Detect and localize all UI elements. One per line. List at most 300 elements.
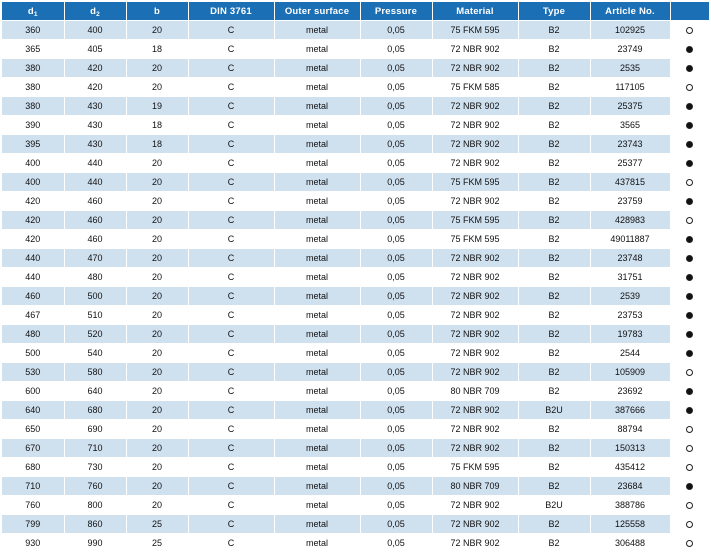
table-row[interactable] <box>2 477 709 496</box>
availability-indicator <box>670 344 709 363</box>
cell-material: 72 NBR 902 <box>432 344 518 363</box>
cell-d1: 440 <box>2 268 64 287</box>
availability-indicator <box>670 268 709 287</box>
cell-article: 437815 <box>590 173 670 192</box>
cell-type: B2 <box>518 116 590 135</box>
cell-type: B2 <box>518 173 590 192</box>
cell-d2: 710 <box>64 439 126 458</box>
cell-pressure: 0,05 <box>360 40 432 59</box>
cell-material: 72 NBR 902 <box>432 59 518 78</box>
header-row <box>2 2 709 21</box>
cell-type: B2 <box>518 268 590 287</box>
cell-din: C <box>188 534 274 553</box>
cell-outer: metal <box>274 477 360 496</box>
cell-article: 435412 <box>590 458 670 477</box>
cell-pressure: 0,05 <box>360 154 432 173</box>
availability-indicator <box>670 21 709 40</box>
cell-material: 75 FKM 595 <box>432 230 518 249</box>
cell-b: 20 <box>126 78 188 97</box>
cell-type: B2 <box>518 78 590 97</box>
cell-din: C <box>188 268 274 287</box>
cell-d2: 420 <box>64 59 126 78</box>
cell-article: 306488 <box>590 534 670 553</box>
filled-circle-icon <box>686 407 693 414</box>
cell-type: B2 <box>518 534 590 553</box>
hollow-circle-icon <box>686 540 693 547</box>
table-row[interactable] <box>2 135 709 154</box>
availability-indicator <box>670 382 709 401</box>
cell-article: 428983 <box>590 211 670 230</box>
cell-d1: 930 <box>2 534 64 553</box>
table-row[interactable] <box>2 401 709 420</box>
cell-d1: 710 <box>2 477 64 496</box>
availability-indicator <box>670 40 709 59</box>
cell-din: C <box>188 59 274 78</box>
table-row[interactable] <box>2 21 709 40</box>
hollow-circle-icon <box>686 445 693 452</box>
cell-d2: 460 <box>64 230 126 249</box>
cell-din: C <box>188 382 274 401</box>
cell-type: B2 <box>518 211 590 230</box>
cell-outer: metal <box>274 496 360 515</box>
cell-pressure: 0,05 <box>360 97 432 116</box>
cell-article: 117105 <box>590 78 670 97</box>
cell-material: 80 NBR 709 <box>432 477 518 496</box>
cell-din: C <box>188 439 274 458</box>
cell-din: C <box>188 173 274 192</box>
cell-b: 20 <box>126 230 188 249</box>
cell-d2: 405 <box>64 40 126 59</box>
column-header-din[interactable]: DIN 3761 <box>188 2 274 21</box>
cell-b: 20 <box>126 496 188 515</box>
filled-circle-icon <box>686 331 693 338</box>
table-row[interactable] <box>2 192 709 211</box>
cell-material: 72 NBR 902 <box>432 363 518 382</box>
availability-indicator <box>670 325 709 344</box>
cell-pressure: 0,05 <box>360 382 432 401</box>
availability-indicator <box>670 363 709 382</box>
cell-pressure: 0,05 <box>360 420 432 439</box>
cell-material: 72 NBR 902 <box>432 287 518 306</box>
hollow-circle-icon <box>686 464 693 471</box>
cell-material: 72 NBR 902 <box>432 420 518 439</box>
cell-pressure: 0,05 <box>360 230 432 249</box>
table-row[interactable] <box>2 230 709 249</box>
table-row[interactable] <box>2 40 709 59</box>
column-header-availability[interactable] <box>670 2 709 21</box>
table-row[interactable] <box>2 211 709 230</box>
table-row[interactable] <box>2 458 709 477</box>
cell-pressure: 0,05 <box>360 515 432 534</box>
cell-article: 387666 <box>590 401 670 420</box>
hollow-circle-icon <box>686 502 693 509</box>
cell-pressure: 0,05 <box>360 325 432 344</box>
cell-outer: metal <box>274 268 360 287</box>
table-row[interactable] <box>2 363 709 382</box>
cell-din: C <box>188 135 274 154</box>
cell-b: 20 <box>126 21 188 40</box>
cell-d2: 400 <box>64 21 126 40</box>
cell-outer: metal <box>274 382 360 401</box>
cell-type: B2 <box>518 420 590 439</box>
cell-article: 23759 <box>590 192 670 211</box>
filled-circle-icon <box>686 46 693 53</box>
availability-indicator <box>670 420 709 439</box>
table-row[interactable] <box>2 344 709 363</box>
availability-indicator <box>670 287 709 306</box>
cell-d1: 400 <box>2 154 64 173</box>
cell-d1: 640 <box>2 401 64 420</box>
table-row[interactable] <box>2 325 709 344</box>
availability-indicator <box>670 477 709 496</box>
cell-b: 18 <box>126 40 188 59</box>
cell-material: 75 FKM 595 <box>432 21 518 40</box>
cell-outer: metal <box>274 534 360 553</box>
table-row[interactable] <box>2 116 709 135</box>
cell-material: 72 NBR 902 <box>432 40 518 59</box>
cell-din: C <box>188 230 274 249</box>
hollow-circle-icon <box>686 369 693 376</box>
cell-d2: 440 <box>64 154 126 173</box>
cell-d1: 380 <box>2 59 64 78</box>
column-header-outer[interactable]: Outer surface <box>274 2 360 21</box>
filled-circle-icon <box>686 350 693 357</box>
cell-din: C <box>188 40 274 59</box>
availability-indicator <box>670 249 709 268</box>
cell-article: 2535 <box>590 59 670 78</box>
cell-material: 72 NBR 902 <box>432 116 518 135</box>
cell-pressure: 0,05 <box>360 287 432 306</box>
cell-din: C <box>188 78 274 97</box>
hollow-circle-icon <box>686 217 693 224</box>
column-header-type[interactable]: Type <box>518 2 590 21</box>
availability-indicator <box>670 230 709 249</box>
cell-pressure: 0,05 <box>360 477 432 496</box>
cell-d2: 420 <box>64 78 126 97</box>
cell-article: 19783 <box>590 325 670 344</box>
cell-outer: metal <box>274 458 360 477</box>
table-row[interactable] <box>2 496 709 515</box>
availability-indicator <box>670 135 709 154</box>
filled-circle-icon <box>686 388 693 395</box>
cell-type: B2 <box>518 363 590 382</box>
filled-circle-icon <box>686 255 693 262</box>
cell-pressure: 0,05 <box>360 116 432 135</box>
cell-d2: 990 <box>64 534 126 553</box>
cell-d1: 799 <box>2 515 64 534</box>
cell-outer: metal <box>274 287 360 306</box>
column-header-b[interactable]: b <box>126 2 188 21</box>
cell-type: B2 <box>518 21 590 40</box>
cell-din: C <box>188 496 274 515</box>
cell-b: 18 <box>126 135 188 154</box>
column-header-d1[interactable]: $d_1$ <box>2 2 64 21</box>
cell-article: 150313 <box>590 439 670 458</box>
availability-indicator <box>670 116 709 135</box>
availability-indicator <box>670 211 709 230</box>
cell-pressure: 0,05 <box>360 439 432 458</box>
cell-d1: 395 <box>2 135 64 154</box>
column-header-material[interactable]: Material <box>432 2 518 21</box>
filled-circle-icon <box>686 293 693 300</box>
cell-pressure: 0,05 <box>360 173 432 192</box>
table-row[interactable] <box>2 382 709 401</box>
cell-outer: metal <box>274 78 360 97</box>
cell-d1: 380 <box>2 78 64 97</box>
cell-article: 102925 <box>590 21 670 40</box>
cell-d2: 430 <box>64 97 126 116</box>
cell-d1: 365 <box>2 40 64 59</box>
cell-type: B2 <box>518 458 590 477</box>
hollow-circle-icon <box>686 27 693 34</box>
table-row[interactable] <box>2 268 709 287</box>
cell-pressure: 0,05 <box>360 496 432 515</box>
cell-d2: 540 <box>64 344 126 363</box>
cell-outer: metal <box>274 230 360 249</box>
cell-d1: 440 <box>2 249 64 268</box>
cell-type: B2 <box>518 477 590 496</box>
column-header-pressure[interactable]: Pressure <box>360 2 432 21</box>
table-header <box>2 2 709 21</box>
availability-indicator <box>670 192 709 211</box>
cell-d2: 430 <box>64 116 126 135</box>
cell-pressure: 0,05 <box>360 59 432 78</box>
table-row[interactable] <box>2 78 709 97</box>
cell-type: B2 <box>518 59 590 78</box>
availability-indicator <box>670 306 709 325</box>
cell-outer: metal <box>274 249 360 268</box>
cell-type: B2 <box>518 135 590 154</box>
cell-din: C <box>188 249 274 268</box>
cell-outer: metal <box>274 173 360 192</box>
cell-b: 20 <box>126 287 188 306</box>
filled-circle-icon <box>686 103 693 110</box>
cell-material: 72 NBR 902 <box>432 154 518 173</box>
cell-d1: 650 <box>2 420 64 439</box>
cell-article: 31751 <box>590 268 670 287</box>
availability-indicator <box>670 534 709 553</box>
cell-type: B2 <box>518 439 590 458</box>
cell-type: B2 <box>518 306 590 325</box>
filled-circle-icon <box>686 274 693 281</box>
table-row[interactable] <box>2 534 709 553</box>
table-row[interactable] <box>2 420 709 439</box>
cell-material: 72 NBR 902 <box>432 534 518 553</box>
filled-circle-icon <box>686 236 693 243</box>
cell-d1: 390 <box>2 116 64 135</box>
filled-circle-icon <box>686 198 693 205</box>
cell-pressure: 0,05 <box>360 249 432 268</box>
cell-d1: 420 <box>2 192 64 211</box>
cell-type: B2 <box>518 249 590 268</box>
availability-indicator <box>670 496 709 515</box>
cell-d1: 460 <box>2 287 64 306</box>
cell-material: 72 NBR 902 <box>432 306 518 325</box>
cell-d2: 500 <box>64 287 126 306</box>
cell-din: C <box>188 287 274 306</box>
cell-b: 20 <box>126 458 188 477</box>
cell-d2: 440 <box>64 173 126 192</box>
specification-table <box>2 2 710 553</box>
cell-d1: 467 <box>2 306 64 325</box>
availability-indicator <box>670 59 709 78</box>
cell-article: 2539 <box>590 287 670 306</box>
cell-material: 72 NBR 902 <box>432 515 518 534</box>
cell-article: 23749 <box>590 40 670 59</box>
cell-din: C <box>188 477 274 496</box>
cell-pressure: 0,05 <box>360 344 432 363</box>
cell-article: 105909 <box>590 363 670 382</box>
cell-pressure: 0,05 <box>360 534 432 553</box>
cell-type: B2 <box>518 40 590 59</box>
cell-d1: 480 <box>2 325 64 344</box>
cell-material: 72 NBR 902 <box>432 249 518 268</box>
filled-circle-icon <box>686 122 693 129</box>
cell-d2: 460 <box>64 211 126 230</box>
column-header-article[interactable]: Article No. <box>590 2 670 21</box>
cell-d2: 430 <box>64 135 126 154</box>
cell-d2: 640 <box>64 382 126 401</box>
table-row[interactable] <box>2 439 709 458</box>
cell-d1: 500 <box>2 344 64 363</box>
cell-pressure: 0,05 <box>360 401 432 420</box>
cell-outer: metal <box>274 154 360 173</box>
cell-article: 25375 <box>590 97 670 116</box>
cell-b: 20 <box>126 173 188 192</box>
cell-pressure: 0,05 <box>360 363 432 382</box>
availability-indicator <box>670 458 709 477</box>
hollow-circle-icon <box>686 84 693 91</box>
cell-b: 20 <box>126 154 188 173</box>
cell-outer: metal <box>274 401 360 420</box>
cell-type: B2 <box>518 382 590 401</box>
cell-material: 72 NBR 902 <box>432 192 518 211</box>
filled-circle-icon <box>686 141 693 148</box>
cell-pressure: 0,05 <box>360 268 432 287</box>
cell-article: 2544 <box>590 344 670 363</box>
table-row[interactable] <box>2 287 709 306</box>
filled-circle-icon <box>686 483 693 490</box>
cell-b: 25 <box>126 534 188 553</box>
availability-indicator <box>670 401 709 420</box>
cell-article: 88794 <box>590 420 670 439</box>
availability-indicator <box>670 78 709 97</box>
filled-circle-icon <box>686 65 693 72</box>
availability-indicator <box>670 439 709 458</box>
cell-article: 25377 <box>590 154 670 173</box>
filled-circle-icon <box>686 160 693 167</box>
cell-d2: 760 <box>64 477 126 496</box>
availability-indicator <box>670 173 709 192</box>
cell-d2: 730 <box>64 458 126 477</box>
hollow-circle-icon <box>686 521 693 528</box>
table-row[interactable] <box>2 154 709 173</box>
cell-b: 20 <box>126 363 188 382</box>
cell-b: 20 <box>126 249 188 268</box>
cell-material: 75 FKM 595 <box>432 173 518 192</box>
cell-b: 19 <box>126 97 188 116</box>
cell-outer: metal <box>274 363 360 382</box>
cell-type: B2 <box>518 325 590 344</box>
cell-d2: 800 <box>64 496 126 515</box>
cell-outer: metal <box>274 420 360 439</box>
cell-d1: 420 <box>2 211 64 230</box>
cell-outer: metal <box>274 135 360 154</box>
cell-pressure: 0,05 <box>360 306 432 325</box>
cell-outer: metal <box>274 306 360 325</box>
availability-indicator <box>670 97 709 116</box>
cell-article: 23684 <box>590 477 670 496</box>
table-row[interactable] <box>2 97 709 116</box>
cell-material: 75 FKM 595 <box>432 211 518 230</box>
cell-din: C <box>188 21 274 40</box>
cell-outer: metal <box>274 59 360 78</box>
cell-b: 20 <box>126 325 188 344</box>
cell-article: 23692 <box>590 382 670 401</box>
table-row[interactable] <box>2 515 709 534</box>
cell-type: B2U <box>518 496 590 515</box>
cell-pressure: 0,05 <box>360 211 432 230</box>
cell-din: C <box>188 192 274 211</box>
cell-b: 20 <box>126 439 188 458</box>
cell-outer: metal <box>274 40 360 59</box>
cell-pressure: 0,05 <box>360 135 432 154</box>
cell-din: C <box>188 306 274 325</box>
cell-outer: metal <box>274 211 360 230</box>
cell-d2: 480 <box>64 268 126 287</box>
cell-din: C <box>188 97 274 116</box>
cell-d2: 510 <box>64 306 126 325</box>
cell-d1: 600 <box>2 382 64 401</box>
cell-d2: 460 <box>64 192 126 211</box>
cell-material: 72 NBR 902 <box>432 401 518 420</box>
cell-pressure: 0,05 <box>360 78 432 97</box>
cell-b: 20 <box>126 382 188 401</box>
cell-article: 23743 <box>590 135 670 154</box>
cell-outer: metal <box>274 116 360 135</box>
table-row[interactable] <box>2 173 709 192</box>
cell-din: C <box>188 363 274 382</box>
cell-d2: 860 <box>64 515 126 534</box>
cell-d1: 760 <box>2 496 64 515</box>
cell-b: 20 <box>126 211 188 230</box>
table-row[interactable] <box>2 249 709 268</box>
cell-d1: 530 <box>2 363 64 382</box>
cell-d1: 380 <box>2 97 64 116</box>
cell-type: B2 <box>518 97 590 116</box>
cell-pressure: 0,05 <box>360 458 432 477</box>
cell-type: B2U <box>518 401 590 420</box>
column-header-d2[interactable]: $d_2$ <box>64 2 126 21</box>
cell-material: 72 NBR 902 <box>432 268 518 287</box>
cell-b: 20 <box>126 401 188 420</box>
cell-material: 75 FKM 595 <box>432 458 518 477</box>
cell-d1: 670 <box>2 439 64 458</box>
cell-din: C <box>188 325 274 344</box>
cell-din: C <box>188 154 274 173</box>
cell-din: C <box>188 211 274 230</box>
cell-b: 20 <box>126 420 188 439</box>
cell-material: 72 NBR 902 <box>432 496 518 515</box>
table-row[interactable] <box>2 59 709 78</box>
cell-din: C <box>188 344 274 363</box>
table-row[interactable] <box>2 306 709 325</box>
cell-b: 18 <box>126 116 188 135</box>
cell-type: B2 <box>518 154 590 173</box>
cell-d1: 360 <box>2 21 64 40</box>
cell-d2: 690 <box>64 420 126 439</box>
cell-b: 20 <box>126 344 188 363</box>
